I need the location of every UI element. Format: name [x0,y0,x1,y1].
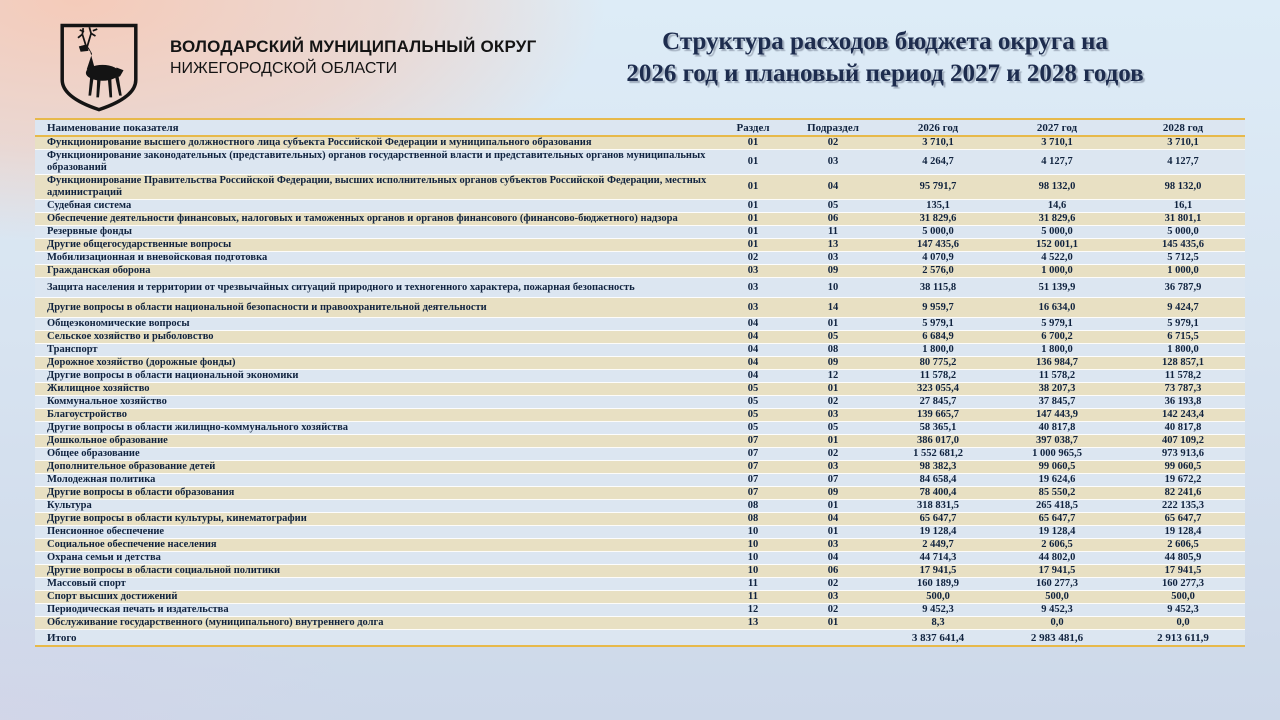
cell-2028: 31 801,1 [1164,213,1202,224]
cell-podrazdel: 09 [827,487,839,498]
cell-2026: 80 775,2 [919,357,957,368]
cell-2028: 222 135,3 [1162,500,1204,511]
cell-2028: 1 000,0 [1167,265,1199,276]
cell-podrazdel: 06 [827,565,839,576]
cell-podrazdel: 03 [827,539,839,550]
cell-name: Периодическая печать и издательства [47,604,229,615]
budget-table-body [35,137,1245,630]
cell-2027: 160 277,3 [1036,578,1078,589]
cell-2028: 0,0 [1176,617,1190,628]
cell-2027: 1 800,0 [1041,344,1073,355]
cell-2028: 16,1 [1173,200,1193,211]
cell-2027: 5 000,0 [1041,226,1073,237]
cell-2026: 160 189,9 [917,578,959,589]
cell-2026: 500,0 [926,591,950,602]
cell-2026: 44 714,3 [919,552,957,563]
cell-razdel: 07 [747,474,759,485]
cell-2027: 397 038,7 [1036,435,1078,446]
cell-2026: 5 000,0 [922,226,954,237]
cell-razdel: 11 [748,578,758,589]
cell-podrazdel: 05 [827,422,839,433]
cell-2027: 500,0 [1045,591,1069,602]
cell-2026: 1 552 681,2 [913,448,963,459]
cell-name: Общеэкономические вопросы [47,318,190,329]
table-row [35,396,1245,409]
budget-table [35,118,1245,647]
cell-razdel: 10 [747,539,759,550]
cell-2027: 9 452,3 [1041,604,1073,615]
cell-2026: 78 400,4 [919,487,957,498]
slide-title-line2: 2026 год и плановый период 2027 и 2028 годов [626,60,1144,87]
cell-razdel: 07 [747,448,759,459]
cell-razdel: 01 [747,137,759,148]
column-header-name: Наименование показателя [47,121,179,134]
cell-name: Другие вопросы в области жилищно-коммунального хозяйства [47,422,349,433]
cell-2028: 6 715,5 [1167,331,1199,342]
cell-razdel: 07 [747,487,759,498]
column-header-2027: 2027 год [1036,121,1078,134]
column-header-razdel: Раздел [736,121,770,134]
cell-razdel: 01 [747,213,759,224]
cell-2026: 19 128,4 [919,526,957,537]
cell-2026: 9 959,7 [922,301,954,313]
cell-2026: 6 684,9 [922,331,954,342]
cell-2026: 65 647,7 [919,513,957,524]
table-row [35,150,1245,175]
cell-2026: 318 831,5 [917,500,959,511]
cell-name: Мобилизационная и вневойсковая подготовка [47,252,268,263]
cell-podrazdel: 02 [827,396,839,407]
cell-podrazdel: 02 [827,578,839,589]
cell-2027: 147 443,9 [1036,409,1078,420]
cell-2028: 3 710,1 [1167,137,1199,148]
cell-razdel: 01 [747,156,759,167]
table-row [35,513,1245,526]
cell-2028: 9 452,3 [1167,604,1199,615]
table-row [35,474,1245,487]
cell-podrazdel: 01 [827,383,839,394]
table-row [35,137,1245,150]
cell-2026: 135,1 [926,200,950,211]
cell-2028: 17 941,5 [1164,565,1202,576]
cell-name: Другие общегосударственные вопросы [47,239,232,250]
cell-name: Другие вопросы в области культуры, кинематографии [47,513,307,524]
cell-2027: 40 817,8 [1038,422,1076,433]
cell-name: Другие вопросы в области образования [47,487,235,498]
cell-podrazdel: 03 [827,409,839,420]
cell-2027: 4 127,7 [1041,156,1073,167]
cell-2027: 19 128,4 [1038,526,1076,537]
cell-2028: 142 243,4 [1162,409,1204,420]
cell-podrazdel: 07 [827,474,839,485]
cell-2026: 38 115,8 [919,281,957,293]
cell-name: Транспорт [47,344,98,355]
cell-razdel: 04 [747,344,759,355]
coat-of-arms-logo [48,22,150,114]
cell-2028: 973 913,6 [1162,448,1204,459]
cell-razdel: 05 [747,409,759,420]
cell-2026: 386 017,0 [917,435,959,446]
table-row [35,422,1245,435]
cell-2028: 36 193,8 [1164,396,1202,407]
cell-razdel: 01 [747,200,759,211]
cell-2027: 1 000,0 [1041,265,1073,276]
cell-2028: 2 606,5 [1167,539,1199,550]
cell-podrazdel: 01 [827,435,839,446]
table-row [35,500,1245,513]
cell-2027: 51 139,9 [1038,281,1076,293]
cell-2027: 44 802,0 [1038,552,1076,563]
table-row [35,318,1245,331]
cell-2028: 99 060,5 [1164,461,1202,472]
org-name [170,36,590,80]
cell-name: Дошкольное образование [47,435,168,446]
cell-2026: 139 665,7 [917,409,959,420]
table-row [35,298,1245,318]
cell-2028: 5 000,0 [1167,226,1199,237]
cell-name: Судебная система [47,200,132,211]
table-row [35,213,1245,226]
cell-podrazdel: 03 [827,461,839,472]
cell-2027: 99 060,5 [1038,461,1076,472]
cell-podrazdel: 13 [827,239,839,250]
cell-2028: 19 128,4 [1164,526,1202,537]
cell-2026: 27 845,7 [919,396,957,407]
cell-2026: 8,3 [931,617,945,628]
cell-name: Сельское хозяйство и рыболовство [47,331,214,342]
cell-name: Пенсионное обеспечение [47,526,165,537]
cell-podrazdel: 02 [827,137,839,148]
cell-2027: 1 000 965,5 [1032,448,1082,459]
org-name-line2: НИЖЕГОРОДСКОЙ ОБЛАСТИ [170,59,398,77]
cell-name: Массовый спорт [47,578,126,589]
cell-2026: 95 791,7 [919,181,957,192]
cell-2028: 82 241,6 [1164,487,1202,498]
table-row [35,435,1245,448]
cell-2027: 2 606,5 [1041,539,1073,550]
cell-name: Социальное обеспечение населения [47,539,217,550]
cell-2027: 16 634,0 [1038,301,1076,313]
cell-2027: 19 624,6 [1038,474,1076,485]
cell-podrazdel: 04 [827,552,839,563]
table-row [35,552,1245,565]
cell-podrazdel: 08 [827,344,839,355]
cell-2027: 31 829,6 [1038,213,1076,224]
cell-razdel: 01 [747,181,759,192]
cell-podrazdel: 09 [827,357,839,368]
table-row [35,265,1245,278]
cell-razdel: 12 [747,604,759,615]
cell-podrazdel: 14 [827,301,839,313]
slide-title [560,26,1210,90]
total-label: Итого [47,631,77,644]
cell-name: Функционирование законодательных (представительных) органов государственной власти и представительных органов муниципальных образований [47,150,706,173]
cell-2026: 9 452,3 [922,604,954,615]
cell-name: Дорожное хозяйство (дорожные фонды) [47,357,236,368]
table-row [35,604,1245,617]
table-row [35,175,1245,200]
cell-podrazdel: 01 [827,318,839,329]
cell-name: Резервные фонды [47,226,132,237]
cell-2026: 31 829,6 [919,213,957,224]
cell-2028: 128 857,1 [1162,357,1204,368]
cell-name: Коммунальное хозяйство [47,396,167,407]
cell-name: Другие вопросы в области социальной политики [47,565,281,576]
cell-2028: 1 800,0 [1167,344,1199,355]
cell-razdel: 03 [747,281,759,293]
cell-2026: 323 055,4 [917,383,959,394]
cell-2026: 84 658,4 [919,474,957,485]
cell-razdel: 04 [747,331,759,342]
total-2027: 2 983 481,6 [1030,631,1084,644]
table-row [35,487,1245,500]
table-row [35,357,1245,370]
cell-razdel: 13 [747,617,759,628]
cell-2026: 2 449,7 [922,539,954,550]
cell-2028: 9 424,7 [1167,301,1199,313]
cell-2028: 73 787,3 [1164,383,1202,394]
cell-name: Охрана семьи и детства [47,552,161,563]
cell-2026: 17 941,5 [919,565,957,576]
cell-razdel: 01 [747,226,759,237]
table-row [35,370,1245,383]
table-row [35,239,1245,252]
cell-2028: 36 787,9 [1164,281,1202,293]
cell-razdel: 10 [747,565,759,576]
cell-2027: 265 418,5 [1036,500,1078,511]
cell-name: Спорт высших достижений [47,591,178,602]
table-row [35,278,1245,298]
cell-podrazdel: 05 [827,200,839,211]
table-row [35,461,1245,474]
cell-2027: 85 550,2 [1038,487,1076,498]
cell-razdel: 05 [747,422,759,433]
cell-podrazdel: 02 [827,448,839,459]
cell-2028: 5 979,1 [1167,318,1199,329]
table-row [35,200,1245,213]
cell-podrazdel: 02 [827,604,839,615]
cell-2028: 98 132,0 [1164,181,1202,192]
cell-podrazdel: 06 [827,213,839,224]
cell-2028: 5 712,5 [1167,252,1199,263]
total-2026: 3 837 641,4 [911,631,965,644]
cell-razdel: 10 [747,552,759,563]
cell-podrazdel: 03 [827,591,839,602]
table-row [35,226,1245,239]
cell-name: Благоустройство [47,409,127,420]
table-row [35,526,1245,539]
cell-razdel: 05 [747,396,759,407]
cell-razdel: 11 [748,591,758,602]
cell-name: Дополнительное образование детей [47,461,216,472]
cell-name: Молодежная политика [47,474,156,485]
cell-2027: 38 207,3 [1038,383,1076,394]
cell-podrazdel: 05 [827,331,839,342]
table-row [35,344,1245,357]
table-row [35,565,1245,578]
cell-2027: 14,6 [1047,200,1067,211]
table-row [35,591,1245,604]
cell-razdel: 04 [747,370,759,381]
cell-podrazdel: 09 [827,265,839,276]
cell-razdel: 08 [747,500,759,511]
cell-2027: 4 522,0 [1041,252,1073,263]
table-row [35,409,1245,422]
cell-2026: 4 264,7 [922,156,954,167]
cell-2026: 98 382,3 [919,461,957,472]
cell-name: Обслуживание государственного (муниципального) внутреннего долга [47,617,384,628]
cell-podrazdel: 12 [827,370,839,381]
cell-razdel: 03 [747,265,759,276]
cell-name: Другие вопросы в области национальной экономики [47,370,299,381]
cell-2027: 11 578,2 [1038,370,1076,381]
cell-2027: 17 941,5 [1038,565,1076,576]
cell-2026: 11 578,2 [919,370,957,381]
cell-razdel: 05 [747,383,759,394]
cell-podrazdel: 01 [827,617,839,628]
table-row [35,539,1245,552]
cell-2026: 5 979,1 [922,318,954,329]
cell-name: Культура [47,500,92,511]
cell-razdel: 04 [747,357,759,368]
table-row [35,448,1245,461]
cell-razdel: 03 [747,301,759,313]
cell-name: Защита населения и территории от чрезвычайных ситуаций природного и техногенного характера, пожарная безопасность [47,281,635,293]
cell-2028: 407 109,2 [1162,435,1204,446]
cell-2027: 37 845,7 [1038,396,1076,407]
table-row [35,578,1245,591]
cell-2026: 2 576,0 [922,265,954,276]
table-row [35,617,1245,630]
cell-podrazdel: 03 [827,252,839,263]
cell-2028: 11 578,2 [1164,370,1202,381]
cell-2027: 136 984,7 [1036,357,1078,368]
slide-title-line1: Структура расходов бюджета округа на [662,28,1108,55]
cell-2026: 4 070,9 [922,252,954,263]
cell-2026: 58 365,1 [919,422,957,433]
cell-razdel: 04 [747,318,759,329]
table-row [35,383,1245,396]
cell-2028: 40 817,8 [1164,422,1202,433]
cell-2027: 0,0 [1050,617,1064,628]
cell-podrazdel: 03 [827,156,839,167]
cell-2026: 1 800,0 [922,344,954,355]
cell-2028: 500,0 [1171,591,1195,602]
cell-2027: 5 979,1 [1041,318,1073,329]
table-row [35,331,1245,344]
deer-coat-of-arms-icon [48,22,150,114]
cell-2027: 3 710,1 [1041,137,1073,148]
cell-name: Общее образование [47,448,140,459]
cell-2028: 44 805,9 [1164,552,1202,563]
cell-name: Другие вопросы в области национальной безопасности и правоохранительной деятельности [47,301,487,313]
total-2028: 2 913 611,9 [1157,631,1209,644]
cell-2027: 6 700,2 [1041,331,1073,342]
cell-2026: 3 710,1 [922,137,954,148]
cell-razdel: 10 [747,526,759,537]
cell-2028: 19 672,2 [1164,474,1202,485]
cell-podrazdel: 11 [828,226,838,237]
cell-2027: 152 001,1 [1036,239,1078,250]
cell-2028: 65 647,7 [1164,513,1202,524]
cell-podrazdel: 04 [827,181,839,192]
cell-name: Функционирование Правительства Российской Федерации, высших исполнительных органов субъектов Российской Федерации, местных администраций [47,175,707,198]
cell-name: Жилищное хозяйство [47,383,150,394]
cell-2028: 4 127,7 [1167,156,1199,167]
cell-razdel: 08 [747,513,759,524]
cell-razdel: 07 [747,461,759,472]
cell-2028: 145 435,6 [1162,239,1204,250]
cell-2028: 160 277,3 [1162,578,1204,589]
table-total-row [35,630,1245,647]
column-header-2026: 2026 год [917,121,959,134]
org-name-line1: ВОЛОДАРСКИЙ МУНИЦИПАЛЬНЫЙ ОКРУГ [170,37,537,56]
column-header-podrazdel: Подраздел [807,121,859,134]
cell-podrazdel: 01 [827,500,839,511]
cell-2026: 147 435,6 [917,239,959,250]
cell-2027: 65 647,7 [1038,513,1076,524]
cell-podrazdel: 01 [827,526,839,537]
cell-razdel: 01 [747,239,759,250]
table-row [35,252,1245,265]
cell-podrazdel: 10 [827,281,839,293]
cell-name: Обеспечение деятельности финансовых, налоговых и таможенных органов и органов финансового (финансово-бюджетного) надзора [47,213,678,224]
column-header-2028: 2028 год [1162,121,1204,134]
cell-2027: 98 132,0 [1038,181,1076,192]
cell-name: Гражданская оборона [47,265,151,276]
cell-razdel: 02 [747,252,759,263]
table-header-row [35,118,1245,137]
cell-name: Функционирование высшего должностного лица субъекта Российской Федерации и муниципального образования [47,137,592,148]
cell-podrazdel: 04 [827,513,839,524]
cell-razdel: 07 [747,435,759,446]
